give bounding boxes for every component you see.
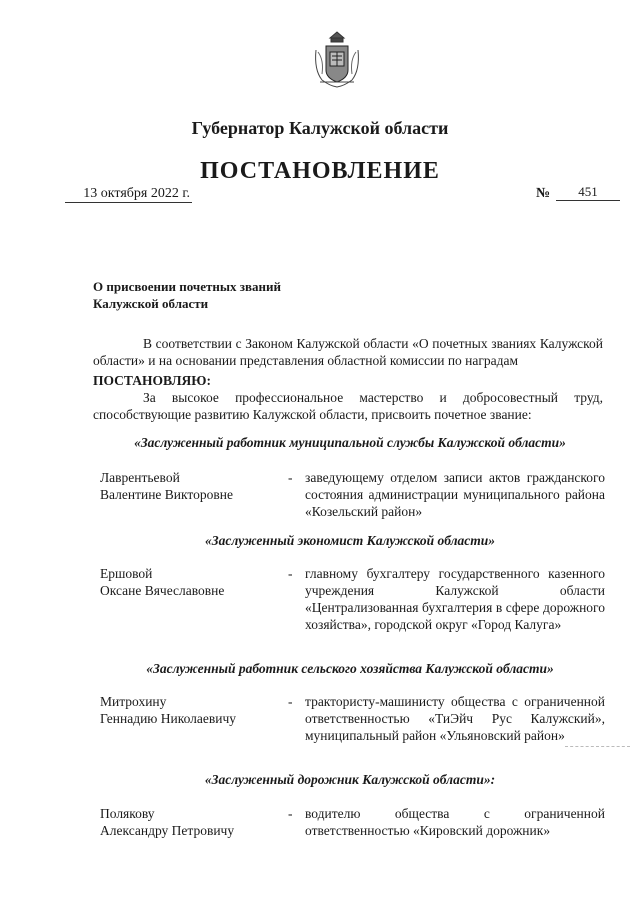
recipient-name <box>100 469 285 503</box>
document-date: 13 октября 2022 г. <box>65 186 192 203</box>
recipient-position: водителю общества с ограниченной ответственностью «Кировский дорожник» <box>305 806 605 838</box>
award-title: «Заслуженный экономист Калужской области» <box>204 533 496 548</box>
award-title: «Заслуженный работник муниципальной службы Калужской области» <box>134 435 566 450</box>
dash-separator: - <box>288 806 293 821</box>
recipient-surname: Лаврентьевой <box>100 470 180 485</box>
dash-separator: - <box>288 470 293 485</box>
document-subject <box>93 278 281 312</box>
recipient-given-names: Геннадию Николаевичу <box>100 711 237 726</box>
recipient-name <box>100 565 285 599</box>
number-sign: № <box>536 186 551 201</box>
recipient-name <box>100 805 285 839</box>
recipient-given-names: Александру Петровичу <box>100 823 235 838</box>
dash-separator: - <box>288 566 293 581</box>
issuer-title: Губернатор Калужской области <box>191 118 449 138</box>
preamble-paragraph: В соответствии с Законом Калужской области «О почетных званиях Калужской области» и на основании представления областной комиссии по наградам <box>93 336 603 368</box>
subject-line: Калужской области <box>93 296 209 311</box>
award-title: «Заслуженный работник сельского хозяйства Калужской области» <box>146 661 554 676</box>
recipient-surname: Митрохину <box>100 694 167 709</box>
recipient-given-names: Валентине Викторовне <box>100 487 233 502</box>
recipient-surname: Ершовой <box>100 566 153 581</box>
recipient-surname: Полякову <box>100 806 155 821</box>
scan-mark <box>565 746 630 747</box>
dash-separator: - <box>288 694 293 709</box>
coat-of-arms-emblem <box>312 30 362 90</box>
recipient-position: трактористу-машинисту общества с ограниченной ответственностью «ТиЭйч Рус Калужский», муниципальный район «Ульяновский район» <box>305 694 605 743</box>
recipient-name <box>100 693 285 727</box>
document-number: 451 <box>556 184 620 201</box>
resolution-paragraph: За высокое профессиональное мастерство и добросовестный труд, способствующие развитию Калужской области, присвоить почетное звание: <box>93 390 603 422</box>
subject-line: О присвоении почетных званий <box>93 279 282 294</box>
award-title: «Заслуженный дорожник Калужской области»: <box>204 772 496 787</box>
recipient-position: главному бухгалтеру государственного казенного учреждения Калужской области «Централизованная бухгалтерия в сфере дорожного хозяйства», городской округ «Город Калуга» <box>305 566 605 632</box>
document-type-heading: ПОСТАНОВЛЕНИЕ <box>200 158 440 184</box>
recipient-position: заведующему отделом записи актов гражданского состояния администрации муниципального района «Козельский район» <box>305 470 605 519</box>
recipient-given-names: Оксане Вячеславовне <box>100 583 225 598</box>
decree-word: ПОСТАНОВЛЯЮ: <box>93 373 211 388</box>
